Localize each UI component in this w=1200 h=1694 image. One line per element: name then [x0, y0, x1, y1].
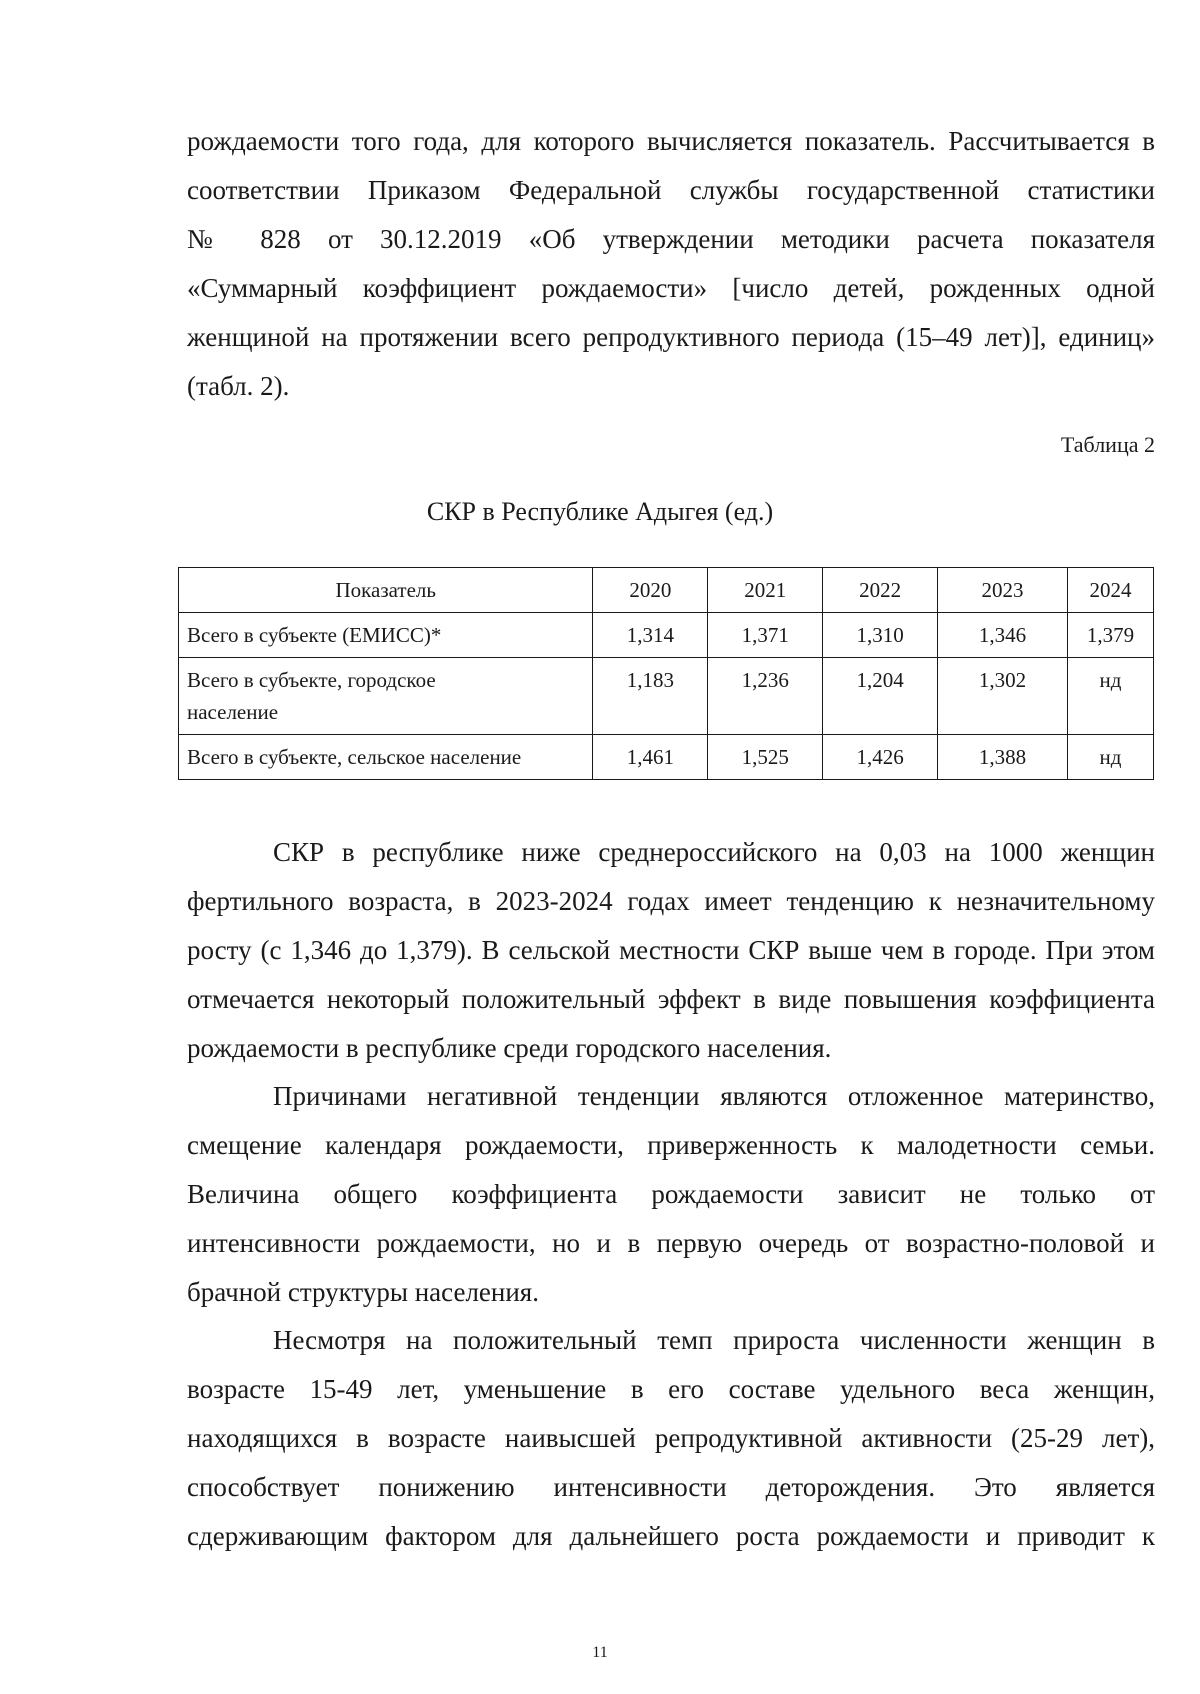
paragraph-line: смещение календаря рождаемости, приверженность к малодетности семьи. — [187, 1130, 1155, 1160]
paragraph-line: возрасте 15-49 лет, уменьшение в его составе удельного веса женщин, — [187, 1374, 1155, 1404]
table-header-row — [179, 568, 1154, 613]
paragraph-line: сдерживающим фактором для дальнейшего роста рождаемости и приводит к — [187, 1521, 1155, 1551]
table-header-cell: 2022 — [823, 568, 938, 613]
table-cell: 1,302 — [938, 658, 1068, 735]
table-header-cell: 2023 — [938, 568, 1068, 613]
table-cell: 1,461 — [593, 735, 708, 780]
page-number: 11 — [592, 1644, 608, 1661]
table-cell: 1,388 — [938, 735, 1068, 780]
table-cell: 1,346 — [938, 613, 1068, 658]
table-cell: 1,525 — [708, 735, 823, 780]
paragraph-line: № 828 от 30.12.2019 «Об утверждении методики расчета показателя — [187, 224, 1155, 254]
label-part: население — [187, 700, 279, 724]
table-number: Таблица 2 — [1060, 432, 1155, 457]
table-header-cell: 2020 — [593, 568, 708, 613]
table-cell: 1,183 — [593, 658, 708, 735]
table-row — [179, 735, 1154, 780]
table-cell: нд — [1067, 735, 1153, 780]
table-cell: 1,371 — [708, 613, 823, 658]
table-cell: 1,379 — [1067, 613, 1153, 658]
table-cell: 1,426 — [823, 735, 938, 780]
table-row — [179, 613, 1154, 658]
paragraph-line: интенсивности рождаемости, но и в первую очередь от возрастно-половой и — [187, 1228, 1155, 1258]
paragraph-line: соответствии Приказом Федеральной службы государственной статистики — [187, 175, 1155, 205]
paragraph-line: рождаемости в республике среди городского населения. — [187, 1033, 832, 1063]
table-row — [179, 658, 1154, 735]
paragraph-line: Несмотря на положительный темп прироста численности женщин в — [273, 1325, 1155, 1355]
label-part: Всего в субъекте, городское — [187, 668, 436, 692]
table-cell: 1,310 — [823, 613, 938, 658]
paragraph-line: женщиной на протяжении всего репродуктивного периода (15–49 лет)], единиц» — [187, 322, 1155, 352]
table-header-cell: Показатель — [179, 568, 593, 613]
paragraph-line: фертильного возраста, в 2023-2024 годах имеет тенденцию к незначительному — [187, 886, 1155, 916]
table-cell: 1,236 — [708, 658, 823, 735]
paragraph-line: Причинами негативной тенденции являются отложенное материнство, — [273, 1081, 1155, 1111]
paragraph-line: брачной структуры населения. — [187, 1277, 539, 1307]
paragraph-line: рождаемости того года, для которого вычисляется показатель. Рассчитывается в — [187, 126, 1155, 156]
intro-paragraph — [187, 117, 1155, 411]
reasons-paragraph — [187, 1072, 1155, 1317]
paragraph-line: росту (с 1,346 до 1,379). В сельской местности СКР выше чем в городе. При этом — [187, 935, 1155, 965]
table-cell-label: Всего в субъекте, сельское население — [179, 735, 593, 780]
despite-paragraph — [187, 1316, 1155, 1561]
table-cell-label — [179, 658, 593, 735]
paragraph-line: отмечается некоторый положительный эффект в виде повышения коэффициента — [187, 984, 1155, 1014]
table-caption: СКР в Республике Адыгея (ед.) — [426, 497, 774, 526]
table-header-cell: 2024 — [1067, 568, 1153, 613]
paragraph-line: способствует понижению интенсивности деторождения. Это является — [187, 1472, 1155, 1502]
paragraph-line: (табл. 2). — [187, 371, 290, 401]
paragraph-line: СКР в республике ниже среднероссийского на 0,03 на 1000 женщин — [273, 837, 1155, 867]
skr-table — [178, 567, 1154, 780]
paragraph-line: «Суммарный коэффициент рождаемости» [число детей, рожденных одной — [187, 273, 1155, 303]
table-cell: нд — [1067, 658, 1153, 735]
table-cell-label: Всего в субъекте (ЕМИСС)* — [179, 613, 593, 658]
skr-paragraph — [187, 828, 1155, 1073]
paragraph-line: находящихся в возрасте наивысшей репродуктивной активности (25-29 лет), — [187, 1423, 1155, 1453]
table-cell: 1,314 — [593, 613, 708, 658]
table-cell: 1,204 — [823, 658, 938, 735]
paragraph-line: Величина общего коэффициента рождаемости зависит не только от — [187, 1179, 1155, 1209]
table-header-cell: 2021 — [708, 568, 823, 613]
